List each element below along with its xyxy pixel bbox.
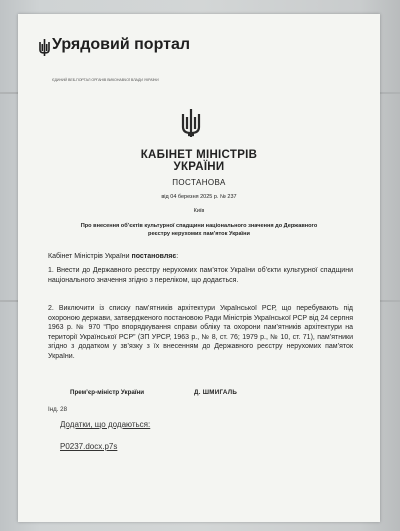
document-subject: Про внесення об’єктів культурної спадщини національного значення до Державного реєстру нерухомих пам’яток України: [80, 223, 318, 237]
portal-subtitle: ЄДИНИЙ ВЕБ-ПОРТАЛ ОРГАНІВ ВИКОНАВЧОЇ ВЛАДИ УКРАЇНИ: [52, 78, 159, 82]
intro-keyword: постановляє: [131, 253, 177, 260]
intro-suffix: :: [176, 253, 179, 260]
document-type: ПОСТАНОВА: [172, 178, 226, 187]
document-date-number: від 04 березня 2025 р. № 237: [161, 194, 237, 200]
printed-document: [18, 14, 380, 522]
institution-line: КАБІНЕТ МІНІСТРІВ: [140, 149, 258, 161]
trident-flag-icon: [38, 38, 51, 58]
institution-name: [18, 149, 380, 173]
document-city: Київ: [193, 208, 205, 214]
resolution-item-2: 2. Виключити із списку пам’ятників архітектури Української РСР, що перебувають під охороною держави, затвердженого постановою Ради Міністрів Української РСР від 24 серпня 1963 р. № 970 “Про впорядкування справи обліку та охорони пам’ятників архітектури на території Української РСР” (ЗП УРСР, 1963 р., № 8, ст. 76; 1979 р., № 10, ст. 71), пам’ятники згідно з додатком у зв’язку з їх внесенням до Державного реєстру нерухомих пам’яток України.: [48, 305, 353, 360]
intro-prefix: Кабінет Міністрів України: [48, 253, 132, 260]
attachment-file-link: P0237.docx.p7s: [60, 442, 118, 451]
attachments-label: Додатки, що додаються:: [60, 420, 151, 429]
resolution-intro: [48, 252, 353, 262]
signatory-title: Прем’єр-міністр України: [70, 389, 145, 396]
signatory-name: Д. ШМИГАЛЬ: [194, 389, 238, 396]
portal-title: Урядовий портал: [52, 36, 191, 53]
institution-line: УКРАЇНИ: [173, 161, 225, 173]
document-index: Інд. 28: [48, 406, 68, 413]
resolution-item-1: 1. Внести до Державного реєстру нерухомих пам’яток України об’єкти культурної спадщини національного значення згідно з переліком, що додається.: [48, 267, 353, 284]
trident-emblem-icon: [180, 107, 202, 139]
